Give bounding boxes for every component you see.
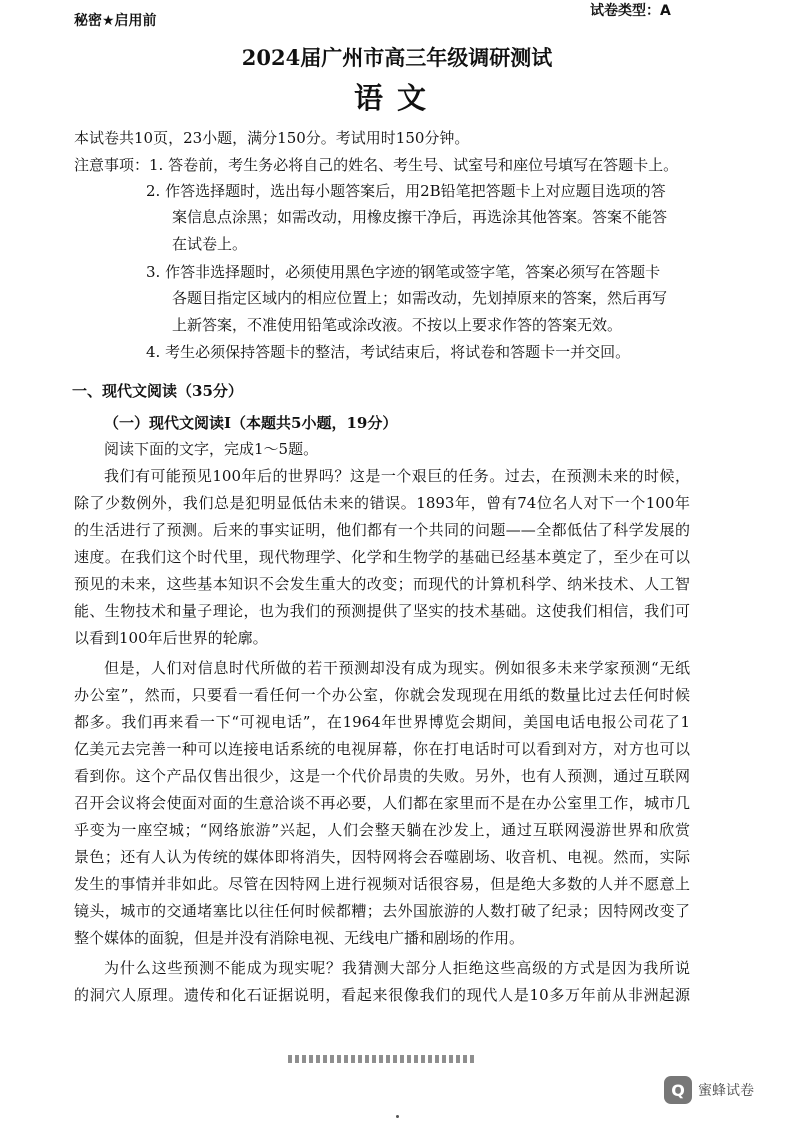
page-mark (396, 1115, 399, 1118)
passage-line: 预见的未来，这些基本知识不会发生重大的改变；而现代的计算机科学、纳米技术、人工智 (74, 575, 690, 593)
passage-line: 为什么这些预测不能成为现实呢？我猜测大部分人拒绝这些高级的方式是因为我所说 (104, 959, 690, 977)
passage-line: 的生活进行了预测。后来的事实证明，他们都有一个共同的问题——全都低估了科学发展的 (74, 521, 690, 539)
passage-line: 能、生物技术和量子理论，也为我们的预测提供了坚实的技术基础。这使我们相信，我们可 (74, 602, 690, 620)
passage-line: 都多。我们再来看一下“可视电话”，在1964年世界博览会期间，美国电话电报公司花了1 (74, 713, 690, 731)
passage-line: 景色；还有人认为传统的媒体即将消失，因特网将会吞噬剧场、收音机、电视。然而，实际 (74, 848, 690, 866)
passage-line: 速度。在我们这个时代里，现代物理学、化学和生物学的基础已经基本奠定了，至少在可以 (74, 548, 690, 566)
note-3-line-1: 3. 作答非选择题时，必须使用黑色字迹的钢笔或签字笔，答案必须写在答题卡 (146, 263, 661, 281)
note-3-line-2: 各题目指定区域内的相应位置上；如需改动，先划掉原来的答案，然后再写 (172, 289, 668, 307)
confidential-label: 秘密★启用前 (74, 13, 157, 29)
note-2-line-1: 2. 作答选择题时，选出每小题答案后，用2B铅笔把答题卡上对应题目选项的答 (146, 182, 666, 200)
passage-line: 我们有可能预见100年后的世界吗？这是一个艰巨的任务。过去，在预测未来的时候， (104, 467, 690, 485)
note-2-line-3: 在试卷上。 (172, 235, 248, 253)
note-3-line-3: 上新答案，不准使用铅笔或涂改液。不按以上要求作答的答案无效。 (172, 316, 623, 334)
footer-smudge (288, 1055, 474, 1063)
reading-prompt: 阅读下面的文字，完成1～5题。 (104, 440, 319, 458)
passage-line: 办公室”，然而，只要看一看任何一个办公室，你就会发现现在用纸的数量比过去任何时候 (74, 686, 690, 704)
subject-title: 语文 (353, 81, 440, 115)
passage-line: 召开会议将会使面对面的生意洽谈不再必要，人们都在家里而不是在办公室里工作，城市几 (74, 794, 690, 812)
passage-line: 乎变为一座空城；“网络旅游”兴起，人们会整天躺在沙发上，通过互联网漫游世界和欣赏 (74, 821, 690, 839)
exam-summary: 本试卷共10页，23小题，满分150分。考试用时150分钟。 (74, 129, 470, 147)
paper-type-label: 试卷类型：A (590, 3, 671, 19)
passage-line: 整个媒体的面貌，但是并没有消除电视、无线电广播和剧场的作用。 (74, 929, 525, 947)
watermark-text: 蜜蜂试卷 (698, 1083, 754, 1099)
notes-row-1 (74, 155, 678, 175)
watermark (664, 1075, 754, 1105)
note-4: 4. 考生必须保持答题卡的整洁，考试结束后，将试卷和答题卡一并交回。 (146, 343, 631, 361)
passage-line: 发生的事情并非如此。尽管在因特网上进行视频对话很容易，但是绝大多数的人并不愿意上 (74, 875, 690, 893)
notes-label: 注意事项： (74, 156, 150, 174)
passage-line: 看到你。这个产品仅售出很少，这是一个代价昂贵的失败。另外，也有人预测，通过互联网 (74, 767, 690, 785)
note-2-line-2: 案信息点涂黑；如需改动，用橡皮擦干净后，再选涂其他答案。答案不能答 (172, 208, 668, 226)
passage-line: 亿美元去完善一种可以连接电话系统的电视屏幕，你在打电话时可以看到对方，对方也可以 (74, 740, 690, 758)
passage-line: 除了少数例外，我们总是犯明显低估未来的错误。1893年，曾有74位名人对下一个100年 (74, 494, 690, 512)
passage-line: 镜头，城市的交通堵塞比以往任何时候都糟；去外国旅游的人数打破了纪录；因特网改变了 (74, 902, 690, 920)
passage-line: 以看到100年后世界的轮廓。 (74, 629, 268, 647)
exam-title: 2024届广州市高三年级调研测试 (241, 45, 553, 70)
watermark-q-icon: Q (664, 1076, 692, 1104)
section-heading: 一、现代文阅读（35分） (72, 382, 243, 400)
passage-line: 但是，人们对信息时代所做的若干预测却没有成为现实。例如很多未来学家预测“无纸 (104, 659, 690, 677)
note-1: 1. 答卷前，考生务必将自己的姓名、考生号、试室号和座位号填写在答题卡上。 (149, 156, 679, 174)
passage-line: 的洞穴人原理。遗传和化石证据说明，看起来很像我们的现代人是10多万年前从非洲起源 (74, 986, 690, 1004)
subsection-heading: （一）现代文阅读Ⅰ（本题共5小题，19分） (104, 414, 398, 432)
